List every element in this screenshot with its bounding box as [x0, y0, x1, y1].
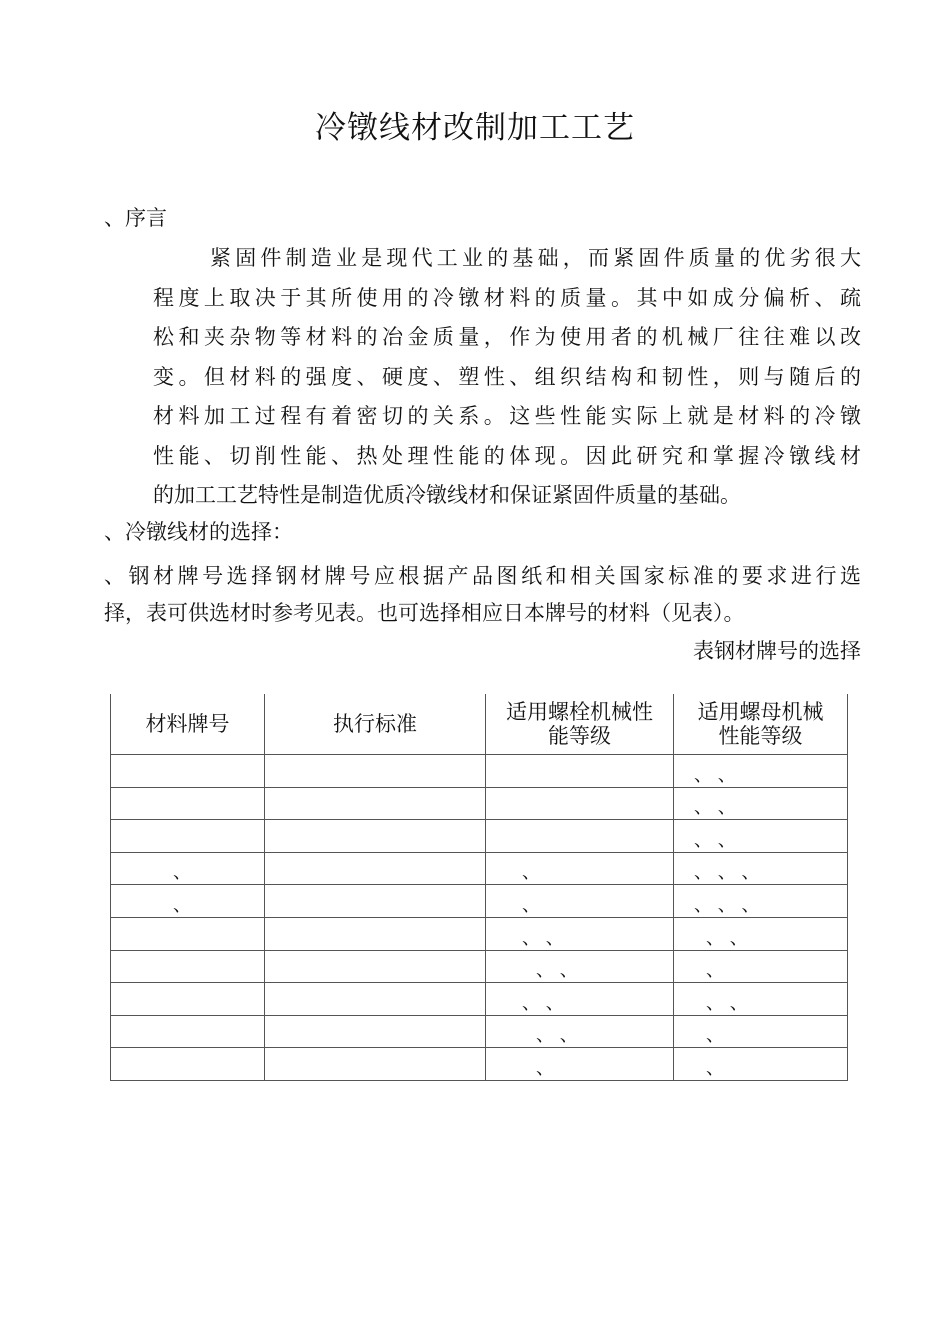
cell-text: 、 [706, 1025, 724, 1047]
cell-text: 、 [173, 862, 191, 884]
preface-paragraph [153, 239, 861, 516]
cell-bolt [486, 1015, 674, 1048]
cell-material [111, 885, 265, 918]
preface-line: 变。但材料的强度、硬度、塑性、组织结构和韧性，则与随后的 [153, 364, 861, 389]
cell-nut [674, 885, 848, 918]
table-row [111, 787, 848, 820]
cell-nut [674, 755, 848, 788]
steel-grade-line: 择，表可供选材时参考见表。也可选择相应日本牌号的材料（见表）。 [104, 601, 745, 625]
cell-material [111, 755, 265, 788]
cell-standard [265, 755, 486, 788]
cell-bolt [486, 950, 674, 983]
cell-nut [674, 950, 848, 983]
header-bolt-class: 适用螺栓机械性 能等级 [486, 694, 674, 755]
selection-heading: 、冷镦线材的选择： [104, 520, 293, 544]
steel-grade-table [110, 694, 848, 1081]
cell-material [111, 950, 265, 983]
cell-standard [265, 885, 486, 918]
cell-text: 、 [706, 960, 724, 982]
cell-standard [265, 950, 486, 983]
cell-text: 、 、 、 [694, 862, 760, 884]
cell-text: 、 、 [706, 992, 748, 1014]
cell-standard [265, 820, 486, 853]
cell-nut [674, 820, 848, 853]
table-row [111, 820, 848, 853]
cell-text: 、 、 [536, 1025, 578, 1047]
preface-line: 紧固件制造业是现代工业的基础，而紧固件质量的优劣很大 [210, 246, 861, 270]
cell-text: 、 、 、 [694, 894, 760, 916]
header-material-grade: 材料牌号 [111, 694, 265, 755]
cell-nut [674, 787, 848, 820]
cell-text: 、 、 [522, 992, 564, 1014]
document-title: 冷镦线材改制加工工艺 [315, 110, 635, 146]
table-row [111, 1015, 848, 1048]
table-row [111, 950, 848, 983]
steel-grade-paragraph [104, 558, 861, 632]
cell-material [111, 820, 265, 853]
cell-standard [265, 852, 486, 885]
cell-standard [265, 1015, 486, 1048]
table-header-row [111, 694, 848, 755]
cell-standard [265, 1048, 486, 1081]
cell-bolt [486, 852, 674, 885]
header-standard: 执行标准 [265, 694, 486, 755]
preface-line: 材料加工过程有着密切的关系。这些性能实际上就是材料的冷镦 [153, 404, 861, 428]
table-row [111, 917, 848, 950]
cell-text: 、 [706, 1057, 724, 1079]
cell-bolt [486, 885, 674, 918]
cell-bolt [486, 1048, 674, 1081]
steel-grade-line: 、钢材牌号选择钢材牌号应根据产品图纸和相关国家标准的要求进行选 [104, 564, 861, 588]
cell-text: 、 [173, 894, 191, 916]
cell-bolt [486, 755, 674, 788]
preface-line: 性能、切削性能、热处理性能的体现。因此研究和掌握冷镦线材 [153, 443, 861, 468]
cell-material [111, 852, 265, 885]
preface-heading: 、序言 [104, 206, 167, 230]
table-row [111, 983, 848, 1016]
cell-material [111, 1048, 265, 1081]
table-row [111, 885, 848, 918]
cell-material [111, 917, 265, 950]
cell-text: 、 、 [522, 927, 564, 949]
cell-standard [265, 983, 486, 1016]
table-row [111, 852, 848, 885]
cell-material [111, 1015, 265, 1048]
preface-line: 的加工工艺特性是制造优质冷镦线材和保证紧固件质量的基础。 [153, 483, 741, 507]
cell-text: 、 、 [694, 829, 736, 851]
table-row [111, 1048, 848, 1081]
preface-line: 程度上取决于其所使用的冷镦材料的质量。其中如成分偏析、疏 [153, 285, 861, 310]
cell-text: 、 [536, 1057, 554, 1079]
cell-standard [265, 787, 486, 820]
cell-text: 、 、 [536, 960, 578, 982]
cell-bolt [486, 917, 674, 950]
cell-nut [674, 917, 848, 950]
cell-standard [265, 917, 486, 950]
table-caption: 表钢材牌号的选择 [693, 639, 861, 663]
cell-text: 、 [522, 894, 540, 916]
cell-text: 、 、 [706, 927, 748, 949]
cell-nut [674, 983, 848, 1016]
cell-bolt [486, 983, 674, 1016]
cell-material [111, 983, 265, 1016]
cell-text: 、 、 [694, 764, 736, 786]
cell-nut [674, 1048, 848, 1081]
cell-nut [674, 852, 848, 885]
header-nut-class: 适用螺母机械 性能等级 [674, 694, 848, 755]
cell-bolt [486, 820, 674, 853]
cell-bolt [486, 787, 674, 820]
cell-text: 、 [522, 862, 540, 884]
preface-line: 松和夹杂物等材料的冶金质量，作为使用者的机械厂往往难以改 [153, 325, 861, 349]
cell-nut [674, 1015, 848, 1048]
cell-material [111, 787, 265, 820]
table-row [111, 755, 848, 788]
cell-text: 、 、 [694, 797, 736, 819]
